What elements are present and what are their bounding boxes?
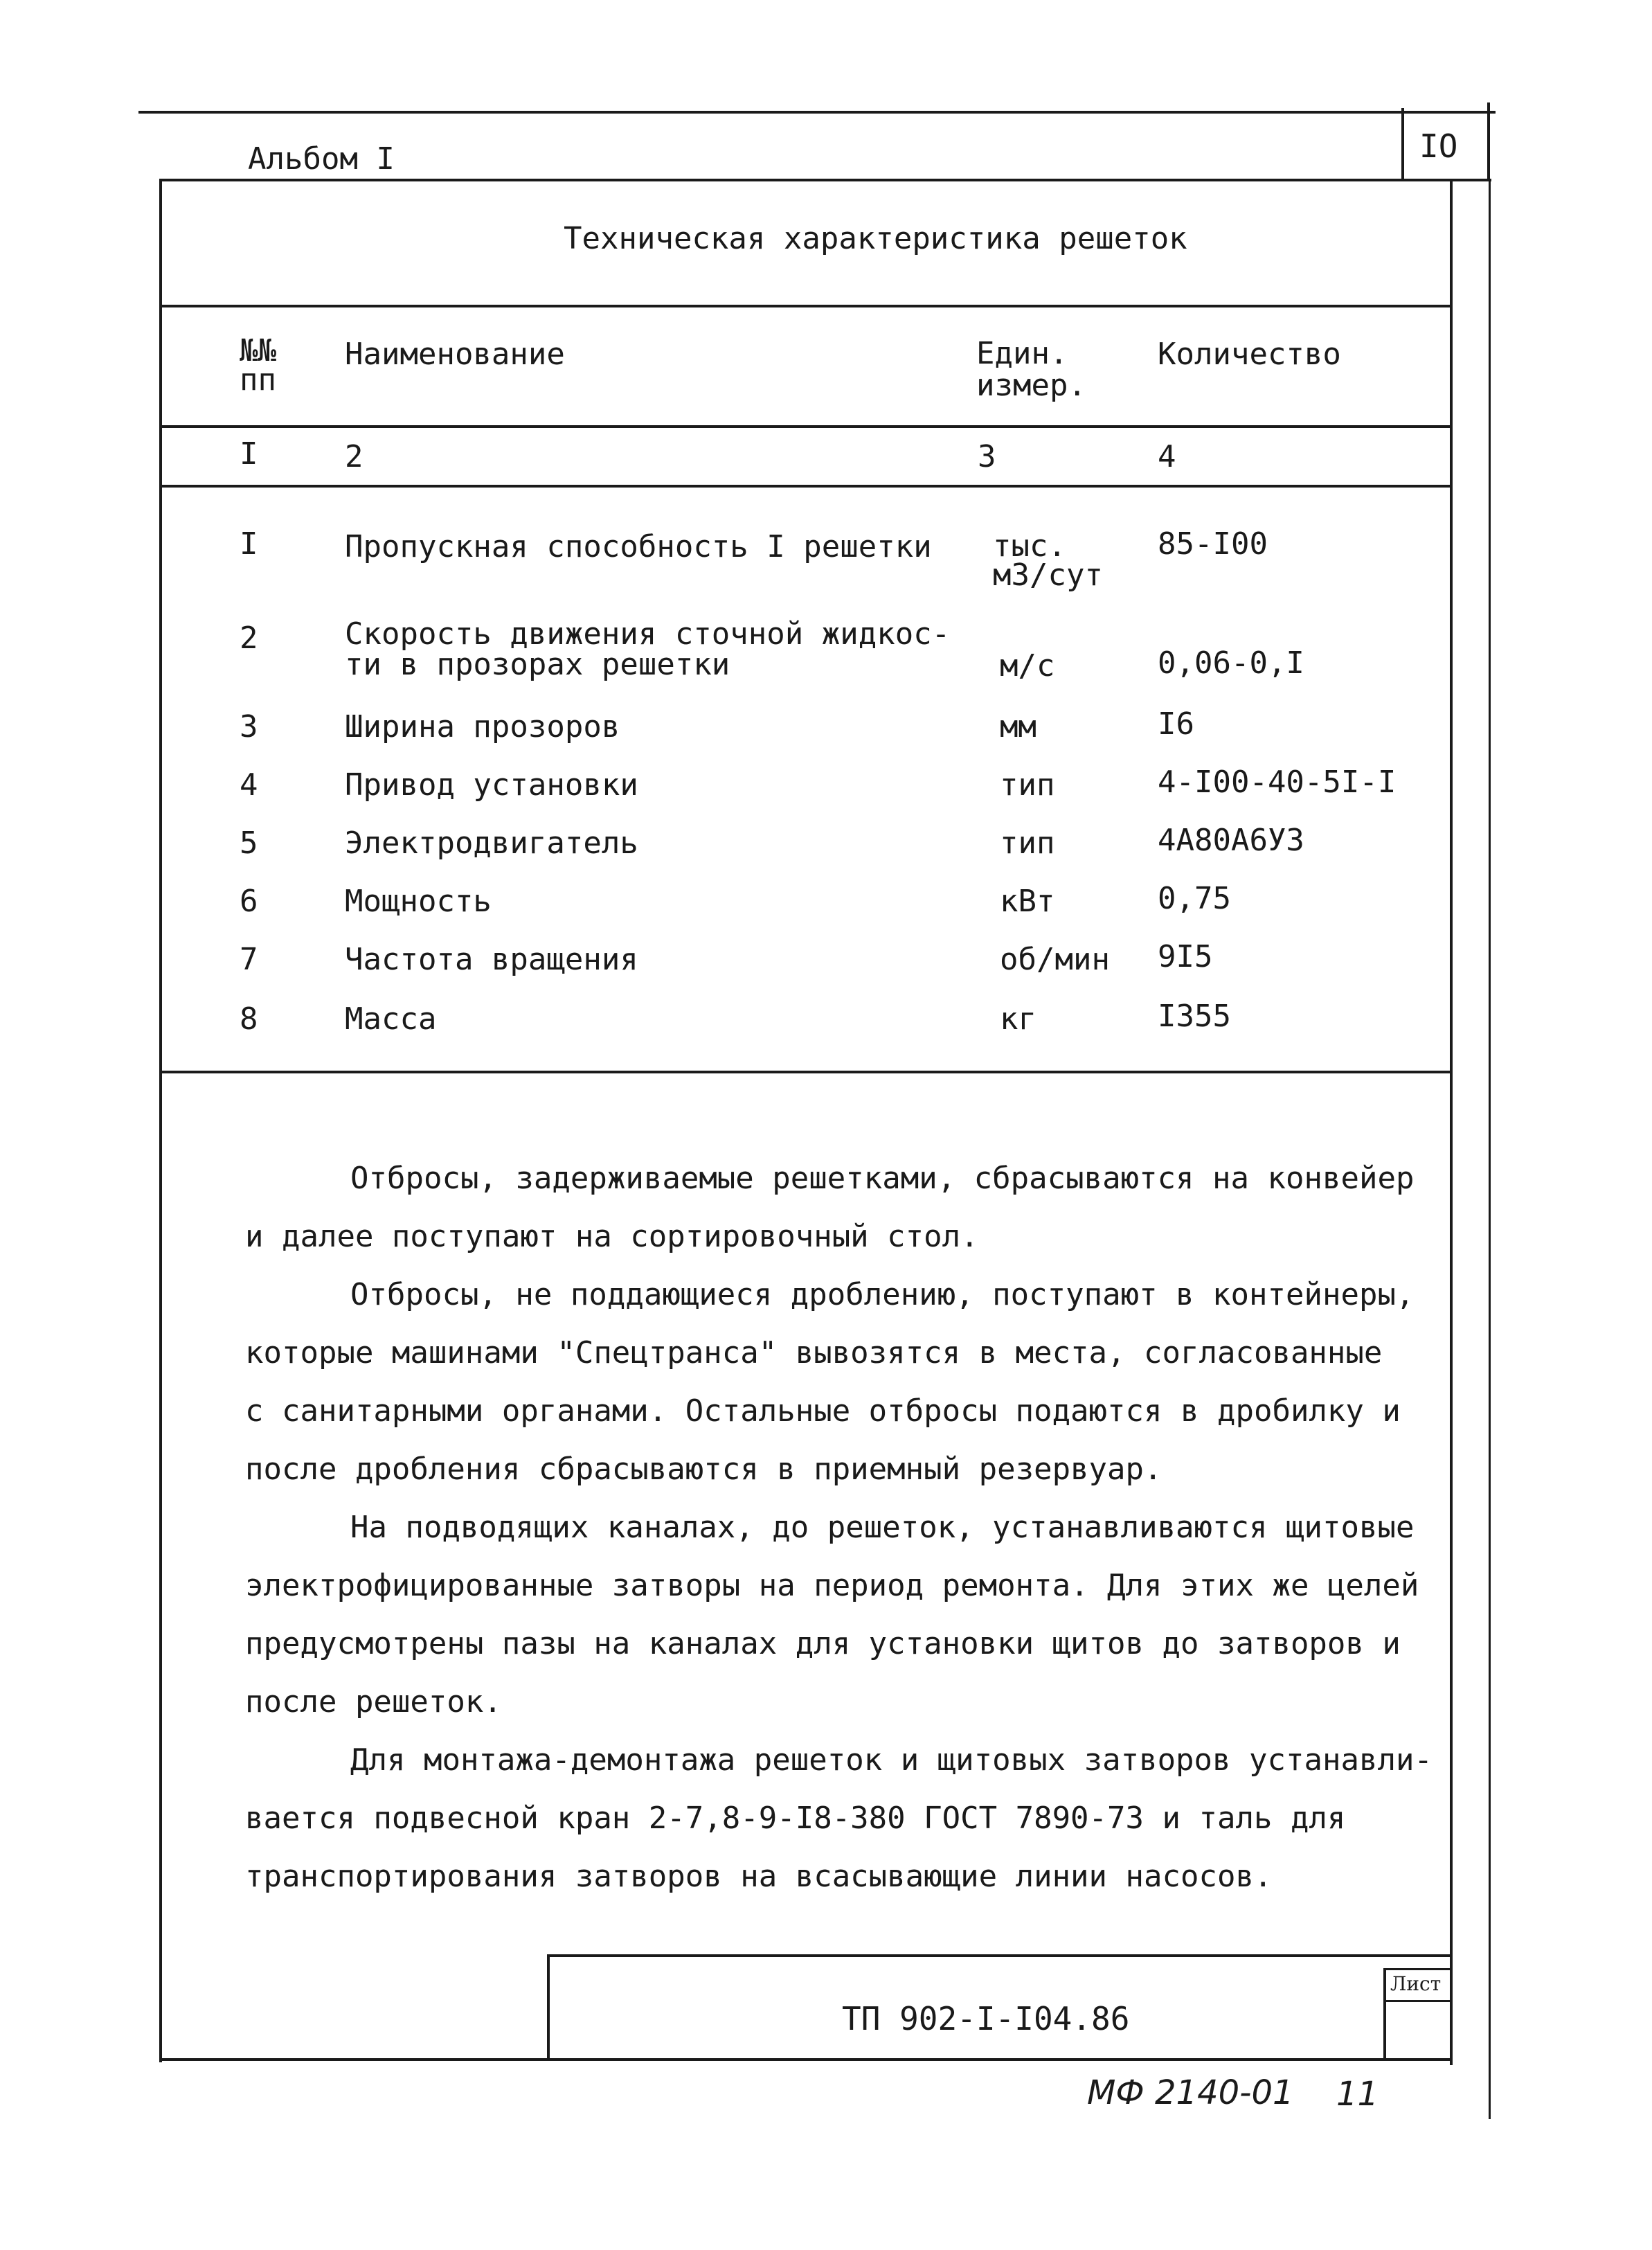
col-header-unit: Един. измер. [976,336,1086,403]
row-name: Ширина прозоров [345,709,620,744]
frame-top [159,179,1491,181]
row-qty: 0,06-0,I [1158,645,1304,681]
row-unit: кВт [1000,884,1055,919]
handwritten-page: 11 [1336,2075,1379,2114]
stamp-sheet-mid [1383,2000,1453,2002]
stamp-left [547,1954,550,2061]
row-name: Частота вращения [345,942,638,977]
body-line: вается подвесной кран 2-7,8-9-I8-380 ГОСТ 7890-73 и таль для [245,1801,1346,1836]
body-line: предусмотрены пазы на каналах для установки щитов до затворов и [245,1626,1401,1661]
col-header-name: Наименование [345,337,565,372]
body-line: Для монтажа-демонтажа решеток и щитовых затворов устанавли- [350,1742,1433,1778]
col-header-num: №№ пп [240,333,276,398]
row-unit: тип [1000,767,1055,803]
body-line: Отбросы, не поддающиеся дроблению, поступают в контейнеры, [350,1277,1415,1312]
document-code: ТП 902-I-I04.86 [842,2000,1130,2037]
row-unit: об/мин [1000,942,1110,977]
body-line: после дробления сбрасываются в приемный резервуар. [245,1452,1162,1487]
row-num: 7 [240,942,258,977]
body-line: На подводящих каналах, до решеток, устанавливаются щитовые [350,1510,1415,1545]
table-title: Техническая характеристика решеток [564,221,1187,256]
table-bottom [162,1071,1450,1073]
row-name: Электродвигатель [345,825,638,861]
row-name: Мощность [345,884,492,919]
frame-left [159,179,162,2062]
row-qty: 0,75 [1158,881,1231,916]
row-num: 4 [240,767,258,803]
row-num: 2 [240,620,258,656]
col-number-4: 4 [1158,439,1176,474]
row-name: Пропускная способность I решетки [345,529,932,564]
row-unit: кг [1000,1001,1036,1037]
row-qty: 9I5 [1158,939,1213,974]
row-num: I [240,526,258,562]
row-unit: м/с [1000,648,1055,684]
row-qty: I355 [1158,999,1231,1034]
row-num: 6 [240,884,258,919]
col-number-2: 2 [345,439,363,474]
body-line: Отбросы, задерживаемые решетками, сбрасываются на конвейер [350,1161,1415,1196]
row-qty: 4А80А6У3 [1158,823,1304,858]
row-num: 5 [240,825,258,861]
right-margin-line [1489,180,1491,2119]
numbers-separator [162,485,1450,488]
body-line: после решеток. [245,1684,502,1720]
page-number-box-right [1487,102,1490,181]
row-qty: 85-I00 [1158,526,1268,562]
row-num: 8 [240,1001,258,1037]
body-line: которые машинами "Спецтранса" вывозятся в места, согласованные [245,1335,1383,1370]
row-num: 3 [240,709,258,744]
sheet-label: Лист [1390,1972,1442,1995]
row-name: Масса [345,1001,437,1037]
handwritten-code: МФ 2140-01 [1087,2073,1294,2112]
row-unit: тыс. м3/сут [993,528,1103,593]
frame-bottom [159,2058,1453,2061]
page-number: IO [1419,127,1458,165]
row-unit: мм [1000,709,1036,744]
row-name: Скорость движения сточной жидкос- ти в прозорах решетки [345,616,951,682]
stamp-sheet-top [1383,1968,1453,1970]
header-separator [162,425,1450,428]
body-line: и далее поступают на сортировочный стол. [245,1219,979,1254]
stamp-top [547,1954,1453,1957]
row-unit: тип [1000,825,1055,861]
col-number-1: I [240,436,258,472]
page-number-box-left [1401,108,1404,181]
frame-right [1450,179,1453,2065]
col-number-3: 3 [978,439,996,474]
body-line: электрофицированные затворы на период ремонта. Для этих же целей [245,1568,1419,1603]
stamp-sheet-divider [1383,1968,1386,2061]
body-line: транспортирования затворов на всасывающие линии насосов. [245,1859,1273,1894]
row-qty: 4-I00-40-5I-I [1158,765,1397,800]
row-name: Привод установки [345,767,638,803]
body-line: с санитарными органами. Остальные отбросы подаются в дробилку и [245,1393,1401,1429]
col-header-qty: Количество [1158,337,1341,372]
top-rule [138,111,1496,114]
title-separator [162,305,1450,307]
album-label: Альбом I [248,141,395,177]
row-qty: I6 [1158,706,1194,742]
